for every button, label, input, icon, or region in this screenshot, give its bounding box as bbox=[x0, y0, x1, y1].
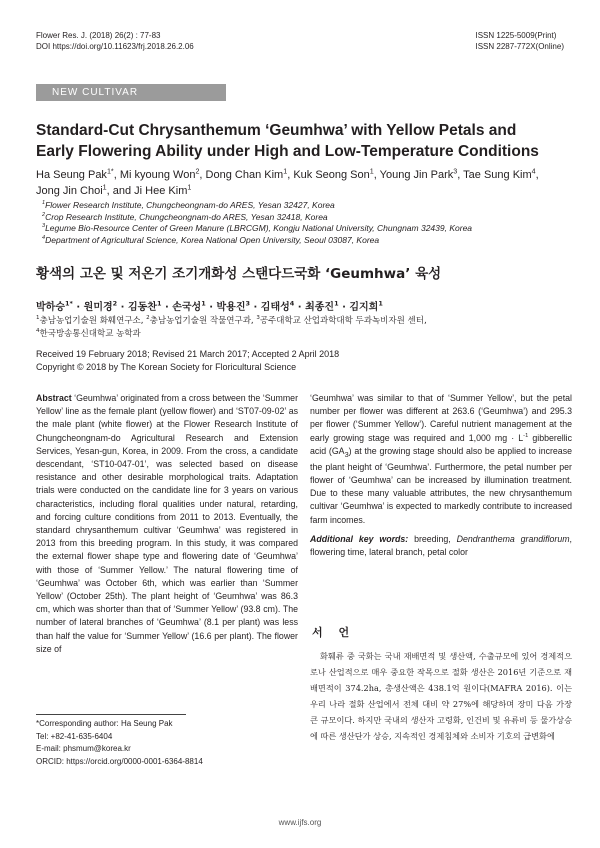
author-orcid[interactable]: ORCID: https://orcid.org/0000-0001-6364-8814 bbox=[36, 756, 203, 766]
abstract-text-part: ‘Geumhwa’ was similar to that of ‘Summer Yellow’, but the petal number per flower was different at 263.6 (‘Geumhwa’) and 295.3 per flower (‘Summer Yellow’). Careful nutrient management at the early growing stage was required and 1,000 mg · L bbox=[310, 393, 572, 443]
author-affiliation-number: 3 bbox=[453, 167, 458, 176]
affiliation bbox=[42, 235, 572, 247]
author-separator: · bbox=[294, 302, 306, 313]
subscript: 3 bbox=[344, 449, 349, 459]
korean-author-name: 김지희 bbox=[349, 302, 379, 313]
korean-author-list bbox=[36, 298, 566, 313]
author-affiliation-number: 1 bbox=[369, 167, 374, 176]
author-separator: · bbox=[338, 302, 350, 313]
author-separator: , bbox=[199, 169, 206, 181]
affiliation bbox=[42, 212, 572, 224]
introduction-paragraph: 화훼류 중 국화는 국내 재배면적 및 생산액, 수출규모에 있어 경제적으로나 산업적으로 매우 중요한 작목으로 절화 생산은 2016년 기준으로 재배면적이 374.2ha, 총생산액은 438.1억 원이다(MAFRA 2016). 이는 우리 나라 절화 산업에서 전체 대비 약 27%에 해당하며 장미 다음 가장 큰 규모이다. 하지만 국내의 생산자 고령화, 인건비 및 유류비 등 물가상승에 따른 생산단가 상승, 지속적인 경제침체와 소비자 기호의 급변화에 bbox=[310, 651, 572, 741]
affiliation-text: 충남농업기술원 작물연구과, bbox=[149, 316, 257, 326]
corresponding-author: *Corresponding author: Ha Seung Pak bbox=[36, 719, 173, 728]
author-list bbox=[36, 167, 566, 199]
author-phone: Tel: +82-41-635-6404 bbox=[36, 731, 113, 741]
author-separator: , bbox=[287, 169, 294, 181]
korean-author-name: 최종진 bbox=[305, 302, 335, 313]
affiliation-number: 1 bbox=[36, 315, 40, 322]
affiliation-number: 2 bbox=[42, 211, 46, 218]
title-line-2: Early Flowering Ability under High and Low-Temperature Conditions bbox=[36, 143, 539, 160]
korean-author-name: 김태성 bbox=[260, 302, 290, 313]
submission-dates: Received 19 February 2018; Revised 21 March 2017; Accepted 2 April 2018 bbox=[36, 349, 340, 359]
author-affiliation-number: 2 bbox=[112, 299, 118, 308]
abstract-text: ‘Geumhwa’ originated from a cross between the ‘Summer Yellow’ line as the female plant (yellow flower) and ‘ST07-09-02’ as the male plant (white flower) at the Flower Research Institute of Chungcheongnam-do Agricultural Research and Extension Services, Yesan-gun, Korea, in 2009. From the cross, a candidate descendant, ‘ST10-047-01’, was selected based on disease resistance and other desirable morphological traits. Adaptation trials were conducted on the candidate line for 3 years on various characteristics, including floral qualities under natural, retarding, and forcing culture conditions from 2011 to 2013. Eventually, the standard chrysanthemum cultivar ‘Geumhwa’ was registered in 2013 from this breeding program. In this study, it was compared the external flower shape type and flowering date of ‘Geumhwa’ with those of ‘Summer Yellow.’ The natural flowering time of ‘Geumhwa’ was October 6th, which was earlier than ‘Summer Yellow’ (October 25th). The plant height of ‘Geumhwa’ was 86.3 cm, which was shorter than that of ‘Summer Yellow’ (93.8 cm). The number of lateral branches of ‘Geumhwa’ (8.1 per plant) was less than half the value for ‘Summer Yellow’ (16.6 per plant). The flower size of bbox=[36, 393, 298, 654]
affiliation-text: 한국방송통신대학교 농학과 bbox=[39, 329, 141, 339]
author-separator: · bbox=[250, 302, 261, 313]
author-affiliation-number: 1* bbox=[106, 167, 114, 176]
korean-affiliations bbox=[36, 315, 566, 341]
journal-citation bbox=[36, 30, 194, 52]
issn-block bbox=[476, 30, 565, 52]
affiliation-number: 1 bbox=[42, 200, 46, 207]
author-name: Mi kyoung Won bbox=[119, 169, 196, 181]
journal-reference: Flower Res. J. (2018) 26(2) : 77-83 bbox=[36, 31, 161, 40]
affiliation-number: 4 bbox=[36, 328, 40, 335]
affiliation-text: Legume Bio-Resource Center of Green Manure (LBRCGM), Kongju National University, Chungnam 32439, Korea bbox=[45, 223, 473, 233]
abstract-text-part: ) at the growing stage should also be applied to increase the plant height of ‘Geumhwa’. Furthermore, the petal number per flower of ‘Geumhwa’ can be increased by illumination treatment. Due to these many valuable attributes, the new chrysanthemum cultivar ‘Geumhwa’ is expected to markedly contribute to increased farm incomes. bbox=[310, 445, 572, 525]
affiliation-text: 공주대학교 산업과학대학 두과녹비자원 센터, bbox=[259, 316, 427, 326]
keywords-text: , flowering time, lateral branch, petal color bbox=[310, 533, 572, 557]
author-name: Ji Hee Kim bbox=[134, 185, 188, 197]
corresponding-author-footnote bbox=[36, 718, 298, 768]
author-affiliation-number: 4 bbox=[289, 299, 295, 308]
author-affiliation-number: 1 bbox=[378, 299, 383, 308]
author-name: Jong Jin Choi bbox=[36, 185, 103, 197]
abstract-label: Abstract bbox=[36, 393, 72, 403]
author-name: Kuk Seong Son bbox=[293, 169, 370, 181]
author-name: Ha Seung Pak bbox=[36, 169, 107, 181]
affiliation-number: 2 bbox=[146, 315, 150, 322]
affiliation-text: Crop Research Institute, Chungcheongnam-do ARES, Yesan 32418, Korea bbox=[45, 211, 328, 222]
abstract-text-part: gibberellic acid (GA bbox=[310, 432, 572, 456]
affiliation-text: Flower Research Institute, Chungcheongnam-do ARES, Yesan 32427, Korea bbox=[45, 200, 335, 210]
author-affiliation-number: 1 bbox=[334, 299, 339, 308]
superscript: -1 bbox=[523, 432, 529, 439]
author-affiliation-number: 1 bbox=[102, 183, 107, 192]
affiliation-number: 3 bbox=[256, 315, 260, 322]
affiliation-number: 4 bbox=[42, 234, 46, 241]
author-affiliation-number: 2 bbox=[195, 167, 200, 176]
keywords-species: Dendranthema grandiflorum bbox=[456, 533, 570, 544]
issn-online: ISSN 2287-772X(Online) bbox=[475, 42, 564, 51]
author-separator: , bbox=[535, 169, 539, 181]
korean-author-name: 박하승 bbox=[36, 302, 65, 313]
author-separator: · bbox=[72, 302, 84, 313]
author-name: Dong Chan Kim bbox=[205, 169, 284, 181]
author-separator: , bbox=[457, 169, 464, 181]
korean-affiliation-line-1 bbox=[36, 315, 566, 328]
korean-author-name: 박용진 bbox=[216, 302, 246, 313]
abstract-continuation bbox=[310, 392, 572, 527]
article-type-banner: NEW CULTIVAR INTRODUCTION bbox=[36, 84, 226, 101]
history-block bbox=[36, 348, 566, 374]
article-title bbox=[36, 120, 566, 162]
introduction-heading: 서 언 bbox=[312, 626, 356, 639]
author-separator: · bbox=[205, 302, 217, 313]
korean-author-name: 김동찬 bbox=[127, 302, 157, 313]
keywords-label: Additional key words: bbox=[310, 533, 409, 544]
affiliation-text: 충남농업기술원 화훼연구소, bbox=[39, 316, 147, 326]
affiliation bbox=[42, 223, 572, 235]
footnote-divider bbox=[36, 714, 186, 715]
author-separator: , and bbox=[106, 185, 135, 197]
keywords bbox=[310, 533, 572, 559]
author-email[interactable]: E-mail: phsmum@korea.kr bbox=[36, 744, 131, 753]
author-affiliation-number: 1 bbox=[156, 299, 162, 308]
author-affiliation-number: 1 bbox=[187, 183, 192, 192]
author-affiliation-number: 1 bbox=[201, 299, 206, 308]
abstract-paragraph bbox=[36, 392, 298, 656]
keywords-text: breeding, bbox=[408, 533, 457, 544]
doi[interactable]: DOI https://doi.org/10.11623/frj.2018.26.2.06 bbox=[36, 42, 194, 51]
introduction-body bbox=[310, 648, 572, 744]
korean-author-name: 원미경 bbox=[83, 302, 113, 313]
affiliation-text: Department of Agricultural Science, Korea National Open University, Seoul 03087, Korea bbox=[45, 234, 380, 245]
author-separator: , bbox=[113, 169, 120, 181]
title-line-1: Standard-Cut Chrysanthemum ‘Geumhwa’ with Yellow Petals and bbox=[36, 122, 517, 139]
journal-website[interactable]: www.ijfs.org bbox=[278, 818, 322, 827]
copyright: Copyright © 2018 by The Korean Society for Floricultural Science bbox=[36, 362, 297, 372]
author-separator: , bbox=[373, 169, 380, 181]
affiliation bbox=[42, 200, 572, 212]
abstract-right-column bbox=[310, 392, 572, 559]
author-affiliation-number: 3 bbox=[245, 299, 251, 308]
author-affiliation-number: 1* bbox=[64, 299, 73, 308]
abstract-left-column bbox=[36, 392, 298, 656]
affiliation-list bbox=[42, 200, 572, 246]
author-affiliation-number: 4 bbox=[531, 167, 536, 176]
author-separator: · bbox=[161, 302, 173, 313]
author-name: Tae Sung Kim bbox=[463, 169, 532, 181]
affiliation-number: 3 bbox=[42, 223, 46, 230]
author-separator: · bbox=[117, 302, 128, 313]
author-affiliation-number: 1 bbox=[283, 167, 288, 176]
korean-affiliation-line-2 bbox=[36, 328, 566, 341]
issn-print: ISSN 1225-5009(Print) bbox=[475, 31, 557, 40]
korean-title: 황색의 고온 및 저온기 조기개화성 스탠다드국화 ‘Geumhwa’ 육성 bbox=[36, 266, 442, 282]
korean-author-name: 손국성 bbox=[172, 302, 202, 313]
author-name: Young Jin Park bbox=[379, 169, 454, 181]
